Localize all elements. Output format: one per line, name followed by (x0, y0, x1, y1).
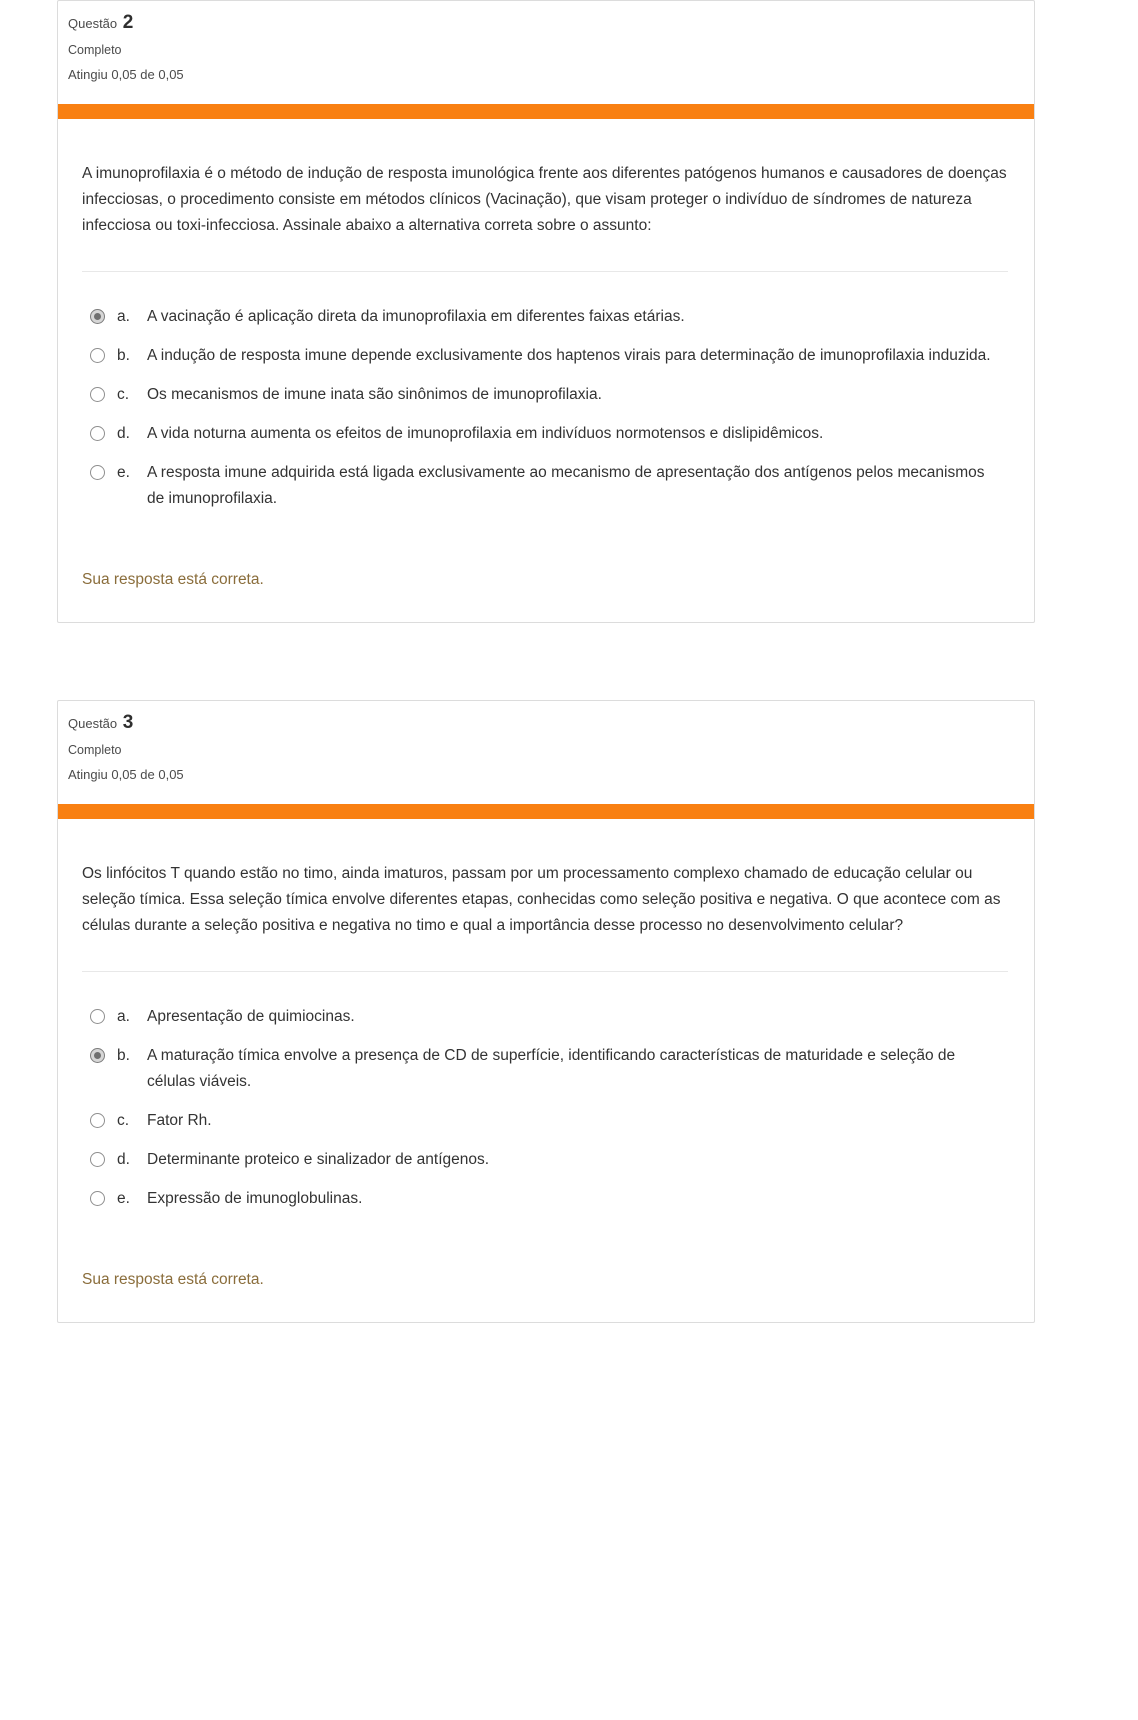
question-card-2 (57, 0, 1035, 623)
radio-button[interactable] (90, 387, 105, 402)
option-text: A maturação tímica envolve a presença de CD de superfície, identificando características de maturidade e seleção de células viáveis. (147, 1047, 956, 1090)
radio-button[interactable] (90, 426, 105, 441)
answer-options (82, 304, 1008, 512)
radio-button[interactable] (90, 1113, 105, 1128)
feedback-text: Sua resposta está correta. (82, 571, 264, 588)
question-state: Completo (68, 43, 122, 57)
question-info (58, 701, 1034, 804)
option-letter: b. (117, 347, 130, 364)
question-state: Completo (68, 743, 122, 757)
option-letter: a. (117, 1008, 130, 1025)
option-text: Apresentação de quimiocinas. (147, 1008, 355, 1025)
answer-option-c[interactable] (82, 1108, 1008, 1134)
option-letter: a. (117, 308, 130, 325)
radio-button[interactable] (90, 348, 105, 363)
option-text: A vacinação é aplicação direta da imunoprofilaxia em diferentes faixas etárias. (147, 308, 685, 325)
question-number (68, 13, 1022, 34)
question-grade: Atingiu 0,05 de 0,05 (68, 67, 184, 82)
feedback-text: Sua resposta está correta. (82, 1271, 264, 1288)
answer-option-d[interactable] (82, 421, 1008, 447)
answer-option-a[interactable] (82, 304, 1008, 330)
radio-button[interactable] (90, 465, 105, 480)
divider (82, 971, 1008, 972)
radio-button[interactable] (90, 1191, 105, 1206)
question-text: Os linfócitos T quando estão no timo, ainda imaturos, passam por um processamento complexo chamado de educação celular ou seleção tímica. Essa seleção tímica envolve diferentes etapas, conhecidas como seleção positiva e negativa. O que acontece com as células durante a seleção positiva e negativa no timo e qual a importância desse processo no desenvolvimento celular? (82, 865, 1001, 934)
option-text: A resposta imune adquirida está ligada exclusivamente ao mecanismo de apresentação dos antígenos pelos mecanismos de imunoprofilaxia. (147, 464, 985, 507)
option-letter: d. (117, 425, 130, 442)
radio-button[interactable] (90, 1048, 105, 1063)
divider (82, 271, 1008, 272)
option-letter: b. (117, 1047, 130, 1064)
option-text: Determinante proteico e sinalizador de antígenos. (147, 1151, 490, 1168)
radio-button[interactable] (90, 1009, 105, 1024)
question-accent-bar (58, 104, 1034, 119)
option-letter: e. (117, 464, 130, 481)
question-card-3 (57, 700, 1035, 1323)
question-label: Questão (68, 16, 118, 31)
option-letter: e. (117, 1190, 130, 1207)
radio-button[interactable] (90, 309, 105, 324)
option-text: Os mecanismos de imune inata são sinônimos de imunoprofilaxia. (147, 386, 602, 403)
option-text: Expressão de imunoglobulinas. (147, 1190, 363, 1207)
question-accent-bar (58, 804, 1034, 819)
option-letter: c. (117, 386, 130, 403)
option-text: A vida noturna aumenta os efeitos de imunoprofilaxia em indivíduos normotensos e dislipidêmicos. (147, 425, 824, 442)
option-letter: d. (117, 1151, 130, 1168)
option-text: Fator Rh. (147, 1112, 212, 1129)
answer-option-c[interactable] (82, 382, 1008, 408)
question-info (58, 1, 1034, 104)
option-letter: c. (117, 1112, 130, 1129)
question-label: Questão (68, 716, 118, 731)
question-number-value: 2 (122, 12, 134, 33)
answer-options (82, 1004, 1008, 1212)
question-content (58, 119, 1034, 622)
answer-option-b[interactable] (82, 343, 1008, 369)
question-grade: Atingiu 0,05 de 0,05 (68, 767, 184, 782)
question-number-value: 3 (122, 712, 134, 733)
answer-option-e[interactable] (82, 460, 1008, 512)
answer-option-e[interactable] (82, 1186, 1008, 1212)
option-text: A indução de resposta imune depende exclusivamente dos haptenos virais para determinação de imunoprofilaxia induzida. (147, 347, 991, 364)
question-text: A imunoprofilaxia é o método de indução de resposta imunológica frente aos diferentes patógenos humanos e causadores de doenças infecciosas, o procedimento consiste em métodos clínicos (Vacinação), que visam proteger o indivíduo de síndromes de natureza infecciosa ou toxi-infecciosa. Assinale abaixo a alternativa correta sobre o assunto: (82, 165, 1007, 234)
question-number (68, 713, 1022, 734)
answer-option-d[interactable] (82, 1147, 1008, 1173)
answer-option-a[interactable] (82, 1004, 1008, 1030)
radio-button[interactable] (90, 1152, 105, 1167)
question-content (58, 819, 1034, 1322)
answer-option-b[interactable] (82, 1043, 1008, 1095)
